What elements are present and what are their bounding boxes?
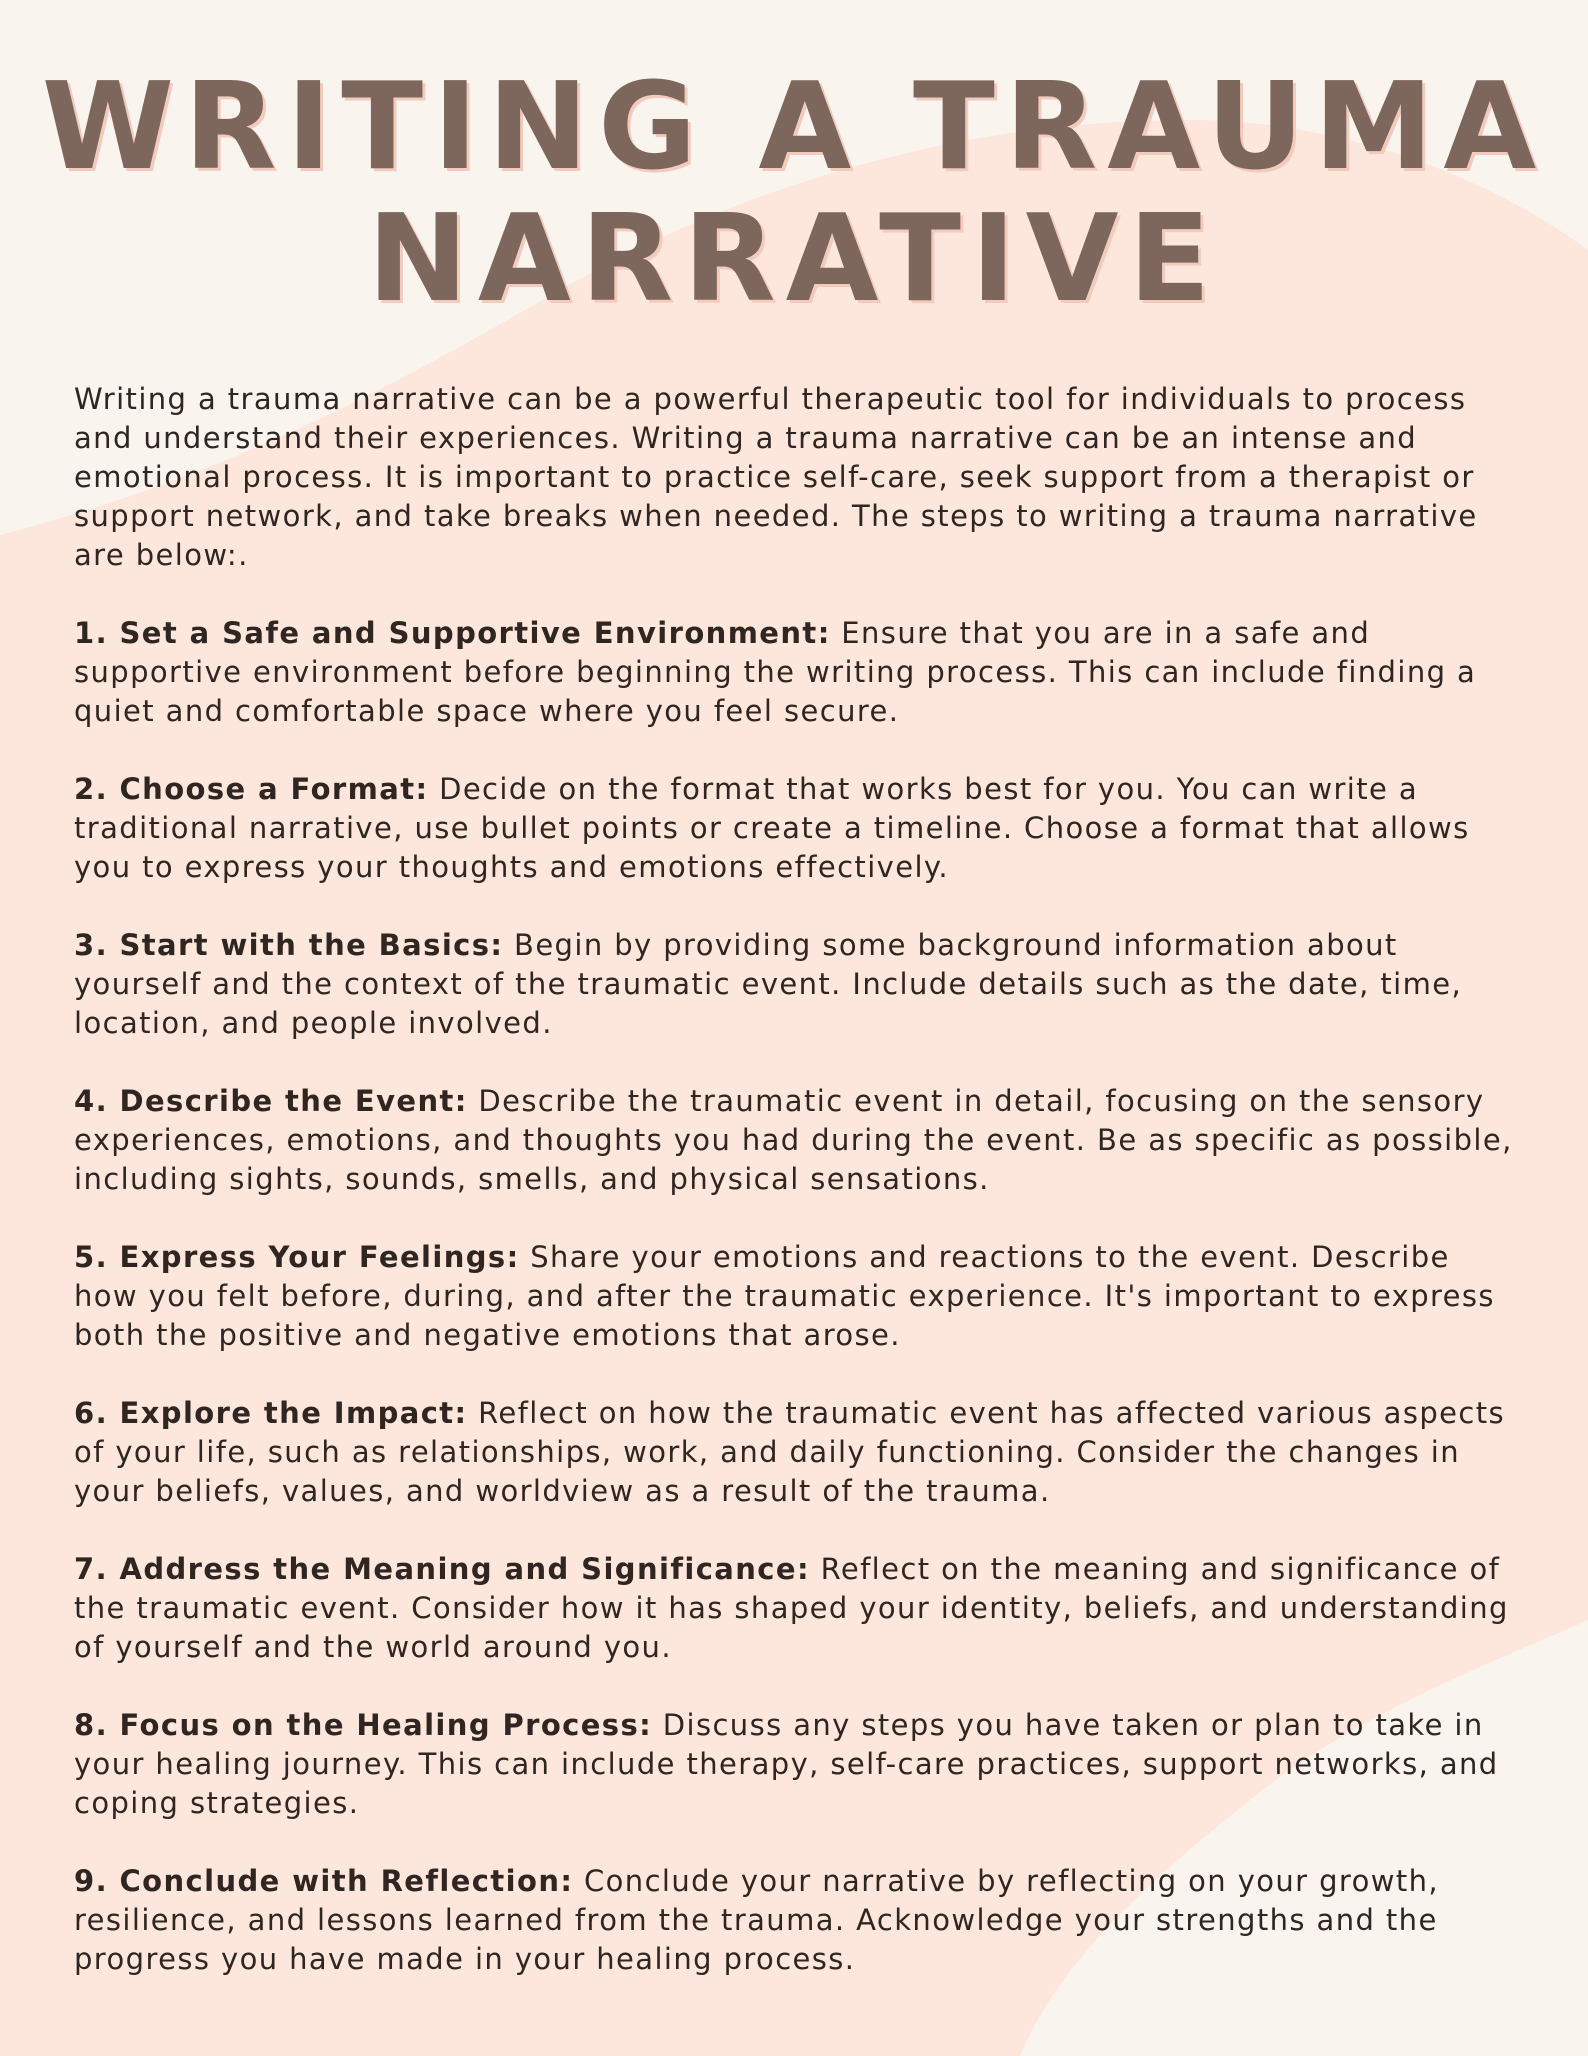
step-item	[74, 1550, 1514, 1667]
step-text: Ensure that you are in a safe and supportive environment before beginning the writing process. This can include finding a quiet and comfortable space where you feel secure.	[74, 616, 1477, 728]
step-text: Decide on the format that works best for you. You can write a traditional narrative, use bullet points or create a timeline. Choose a format that allows you to express your thoughts and emotions effectively.	[74, 772, 1470, 884]
step-text: Begin by providing some background information about yourself and the context of the traumatic event. Include details such as the date, time, location, and people involved.	[74, 928, 1463, 1040]
step-item	[74, 1706, 1514, 1823]
step-heading: 7. Address the Meaning and Significance:	[74, 1552, 810, 1586]
step-text: Conclude your narrative by reflecting on your growth, resilience, and lessons learned from the trauma. Acknowledge your strengths and the progress you have made in your healing process.	[74, 1864, 1440, 1976]
step-item	[74, 1394, 1514, 1511]
step-text: Reflect on how the traumatic event has affected various aspects of your life, such as relationships, work, and daily functioning. Consider the changes in your beliefs, values, and worldview as a result of the trauma.	[74, 1396, 1506, 1508]
step-heading: 6. Explore the Impact:	[74, 1396, 468, 1430]
step-text: Share your emotions and reactions to the event. Describe how you felt before, during, and after the traumatic experience. It's important to express both the positive and negative emotions that arose.	[74, 1240, 1495, 1352]
title-line-2: NARRATIVE	[367, 190, 1221, 329]
step-item	[74, 1238, 1514, 1355]
step-item	[74, 770, 1514, 887]
step-item	[74, 1082, 1514, 1199]
step-heading: 5. Express Your Feelings:	[74, 1240, 520, 1274]
title-line-1: WRITING A TRAUMA	[41, 58, 1547, 197]
step-heading: 9. Conclude with Reflection:	[74, 1864, 574, 1898]
step-heading: 3. Start with the Basics:	[74, 928, 504, 962]
step-text: Describe the traumatic event in detail, focusing on the sensory experiences, emotions, and thoughts you had during the event. Be as specific as possible, including sights, sounds, smells, and physical sensations.	[74, 1084, 1513, 1196]
step-heading: 1. Set a Safe and Supportive Environment:	[74, 616, 831, 650]
step-item	[74, 1862, 1514, 1979]
intro-paragraph: Writing a trauma narrative can be a powerful therapeutic tool for individuals to process and understand their experiences. Writing a trauma narrative can be an intense and emotional process. It is important to practice self-care, seek support from a therapist or support network, and take breaks when needed. The steps to writing a trauma narrative are below:.	[74, 382, 1478, 572]
step-item	[74, 926, 1514, 1043]
step-heading: 4. Describe the Event:	[74, 1084, 468, 1118]
step-heading: 2. Choose a Format:	[74, 772, 429, 806]
document-body	[74, 380, 1514, 2018]
step-text: Reflect on the meaning and significance of the traumatic event. Consider how it has shaped your identity, beliefs, and understanding of yourself and the world around you.	[74, 1552, 1509, 1664]
step-item	[74, 614, 1514, 731]
step-heading: 8. Focus on the Healing Process:	[74, 1708, 653, 1742]
step-text: Discuss any steps you have taken or plan to take in your healing journey. This can include therapy, self-care practices, support networks, and coping strategies.	[74, 1708, 1499, 1820]
page-title	[0, 58, 1588, 329]
